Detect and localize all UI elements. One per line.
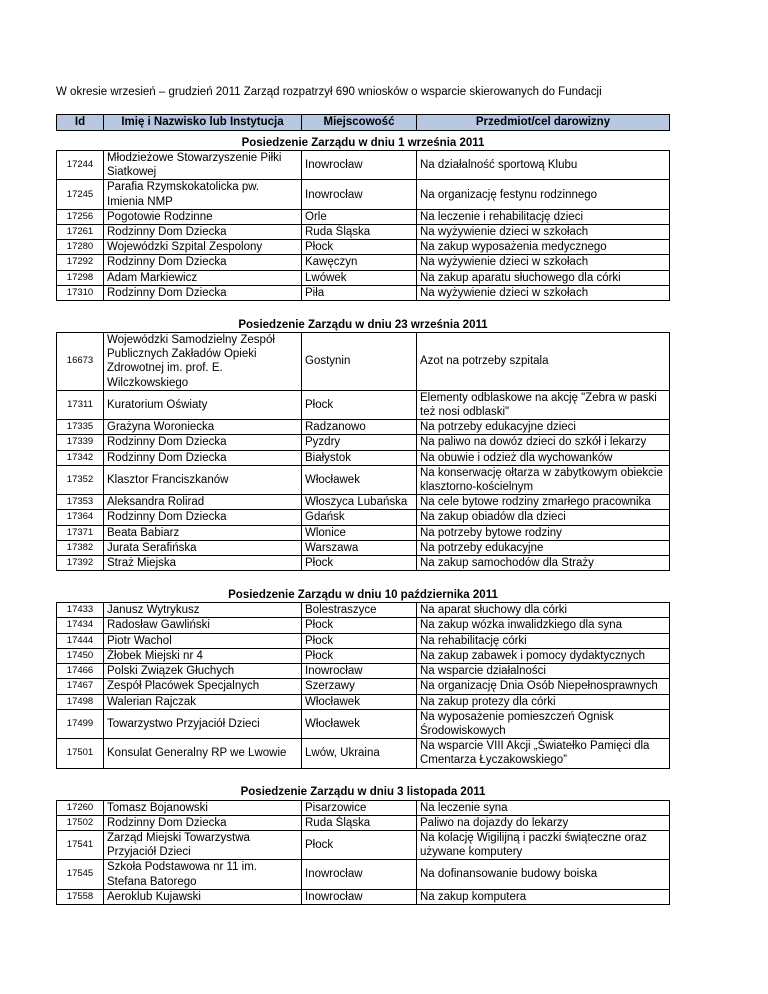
cell-purpose: Na wsparcie działalności xyxy=(417,664,670,679)
table-row xyxy=(57,255,670,270)
cell-city: Płock xyxy=(302,618,417,633)
cell-purpose: Na organizację Dnia Osób Niepełnosprawnych xyxy=(417,679,670,694)
cell-id: 17245 xyxy=(57,180,104,209)
cell-id: 17558 xyxy=(57,889,104,904)
cell-city: Płock xyxy=(302,556,417,571)
cell-name: Jurata Serafińska xyxy=(104,540,302,555)
cell-name: Beata Babiarz xyxy=(104,525,302,540)
cell-id: 17467 xyxy=(57,679,104,694)
table-row xyxy=(57,525,670,540)
cell-name: Aeroklub Kujawski xyxy=(104,889,302,904)
cell-city: Pisarzowice xyxy=(302,800,417,815)
table-row xyxy=(57,390,670,419)
cell-city: Płock xyxy=(302,633,417,648)
cell-purpose: Na zakup protezy dla córki xyxy=(417,694,670,709)
table-row xyxy=(57,739,670,768)
cell-city: Płock xyxy=(302,648,417,663)
cell-city: Lwów, Ukraina xyxy=(302,739,417,768)
cell-id: 17433 xyxy=(57,603,104,618)
donations-table xyxy=(56,114,670,905)
cell-name: Rodzinny Dom Dziecka xyxy=(104,255,302,270)
table-row xyxy=(57,540,670,555)
table-row xyxy=(57,694,670,709)
table-row xyxy=(57,285,670,300)
cell-name: Pogotowie Rodzinne xyxy=(104,209,302,224)
cell-name: Piotr Wachol xyxy=(104,633,302,648)
cell-name: Radosław Gawliński xyxy=(104,618,302,633)
section-title-row xyxy=(57,583,670,603)
cell-name: Młodzieżowe Stowarzyszenie Piłki Siatkowej xyxy=(104,151,302,180)
section-title: Posiedzenie Zarządu w dniu 10 października 2011 xyxy=(57,583,670,603)
cell-city: Pyzdry xyxy=(302,435,417,450)
cell-purpose: Na zakup wyposażenia medycznego xyxy=(417,240,670,255)
cell-purpose: Na potrzeby edukacyjne xyxy=(417,540,670,555)
cell-city: Inowrocław xyxy=(302,180,417,209)
cell-name: Rodzinny Dom Dziecka xyxy=(104,285,302,300)
cell-name: Rodzinny Dom Dziecka xyxy=(104,815,302,830)
table-row xyxy=(57,510,670,525)
cell-city: Ruda Śląska xyxy=(302,815,417,830)
cell-purpose: Na zakup komputera xyxy=(417,889,670,904)
cell-city: Białystok xyxy=(302,450,417,465)
cell-id: 17292 xyxy=(57,255,104,270)
cell-purpose: Na konserwację ołtarza w zabytkowym obiekcie klasztorno-kościelnym xyxy=(417,465,670,494)
table-row xyxy=(57,556,670,571)
cell-purpose: Na zakup obiadów dla dzieci xyxy=(417,510,670,525)
cell-city: Gdańsk xyxy=(302,510,417,525)
section-title-row xyxy=(57,781,670,801)
cell-purpose: Na potrzeby bytowe rodziny xyxy=(417,525,670,540)
cell-purpose: Elementy odblaskowe na akcję "Zebra w paski też nosi odblaski" xyxy=(417,390,670,419)
cell-name: Rodzinny Dom Dziecka xyxy=(104,225,302,240)
cell-id: 17466 xyxy=(57,664,104,679)
table-row xyxy=(57,800,670,815)
section-title: Posiedzenie Zarządu w dniu 23 września 2011 xyxy=(57,313,670,333)
table-row xyxy=(57,209,670,224)
cell-city: Inowrocław xyxy=(302,889,417,904)
cell-name: Polski Związek Głuchych xyxy=(104,664,302,679)
table-row xyxy=(57,633,670,648)
cell-name: Parafia Rzymskokatolicka pw. Imienia NMP xyxy=(104,180,302,209)
section-spacer xyxy=(57,768,670,781)
table-row xyxy=(57,815,670,830)
cell-city: Wlonice xyxy=(302,525,417,540)
cell-purpose: Na wyposażenie pomieszczeń Ognisk Środowiskowych xyxy=(417,709,670,738)
cell-name: Janusz Wytrykusz xyxy=(104,603,302,618)
cell-city: Bolestraszyce xyxy=(302,603,417,618)
spacer-cell xyxy=(57,301,670,314)
cell-name: Zarząd Miejski Towarzystwa Przyjaciół Dzieci xyxy=(104,830,302,859)
cell-city: Włocławek xyxy=(302,694,417,709)
cell-purpose: Na wyżywienie dzieci w szkołach xyxy=(417,225,670,240)
cell-purpose: Azot na potrzeby szpitala xyxy=(417,333,670,391)
cell-name: Rodzinny Dom Dziecka xyxy=(104,450,302,465)
cell-city: Inowrocław xyxy=(302,151,417,180)
cell-purpose: Na wyżywienie dzieci w szkołach xyxy=(417,285,670,300)
cell-id: 17256 xyxy=(57,209,104,224)
table-row xyxy=(57,860,670,889)
table-row xyxy=(57,679,670,694)
cell-name: Wojewódzki Samodzielny Zespół Publicznych Zakładów Opieki Zdrowotnej im. prof. E. Wilczkowskiego xyxy=(104,333,302,391)
header-purpose: Przedmiot/cel darowizny xyxy=(417,115,670,131)
cell-id: 17498 xyxy=(57,694,104,709)
cell-purpose: Na leczenie syna xyxy=(417,800,670,815)
cell-purpose: Na cele bytowe rodziny zmarłego pracownika xyxy=(417,495,670,510)
spacer-cell xyxy=(57,571,670,584)
cell-purpose: Na leczenie i rehabilitację dzieci xyxy=(417,209,670,224)
cell-city: Płock xyxy=(302,390,417,419)
cell-city: Inowrocław xyxy=(302,664,417,679)
cell-purpose: Paliwo na dojazdy do lekarzy xyxy=(417,815,670,830)
cell-id: 17501 xyxy=(57,739,104,768)
cell-id: 17280 xyxy=(57,240,104,255)
cell-id: 17499 xyxy=(57,709,104,738)
table-row xyxy=(57,420,670,435)
table-row xyxy=(57,450,670,465)
cell-purpose: Na paliwo na dowóz dzieci do szkół i lekarzy xyxy=(417,435,670,450)
section-title: Posiedzenie Zarządu w dniu 1 września 2011 xyxy=(57,131,670,151)
cell-purpose: Na organizację festynu rodzinnego xyxy=(417,180,670,209)
cell-name: Rodzinny Dom Dziecka xyxy=(104,510,302,525)
cell-name: Straż Miejska xyxy=(104,556,302,571)
cell-name: Szkoła Podstawowa nr 11 im. Stefana Batorego xyxy=(104,860,302,889)
table-row xyxy=(57,225,670,240)
cell-id: 17444 xyxy=(57,633,104,648)
table-row xyxy=(57,270,670,285)
cell-city: Płock xyxy=(302,240,417,255)
cell-city: Szerzawy xyxy=(302,679,417,694)
cell-name: Żłobek Miejski nr 4 xyxy=(104,648,302,663)
table-row xyxy=(57,180,670,209)
cell-name: Towarzystwo Przyjaciół Dzieci xyxy=(104,709,302,738)
section-title-row xyxy=(57,131,670,151)
cell-id: 17298 xyxy=(57,270,104,285)
cell-id: 17371 xyxy=(57,525,104,540)
cell-city: Płock xyxy=(302,830,417,859)
cell-id: 17541 xyxy=(57,830,104,859)
cell-id: 17244 xyxy=(57,151,104,180)
table-body xyxy=(57,131,670,905)
cell-id: 17335 xyxy=(57,420,104,435)
table-row xyxy=(57,465,670,494)
header-city: Miejscowość xyxy=(302,115,417,131)
cell-city: Radzanowo xyxy=(302,420,417,435)
table-row xyxy=(57,333,670,391)
cell-id: 16673 xyxy=(57,333,104,391)
table-header-row xyxy=(57,115,670,131)
table-row xyxy=(57,495,670,510)
cell-name: Walerian Rajczak xyxy=(104,694,302,709)
cell-id: 17392 xyxy=(57,556,104,571)
cell-city: Piła xyxy=(302,285,417,300)
cell-purpose: Na wyżywienie dzieci w szkołach xyxy=(417,255,670,270)
table-row xyxy=(57,709,670,738)
table-row xyxy=(57,603,670,618)
cell-id: 17261 xyxy=(57,225,104,240)
cell-id: 17260 xyxy=(57,800,104,815)
cell-city: Orle xyxy=(302,209,417,224)
section-title-row xyxy=(57,313,670,333)
cell-id: 17310 xyxy=(57,285,104,300)
cell-purpose: Na rehabilitację córki xyxy=(417,633,670,648)
cell-id: 17545 xyxy=(57,860,104,889)
cell-id: 17339 xyxy=(57,435,104,450)
cell-name: Kuratorium Oświaty xyxy=(104,390,302,419)
cell-id: 17450 xyxy=(57,648,104,663)
table-row xyxy=(57,151,670,180)
cell-purpose: Na zakup zabawek i pomocy dydaktycznych xyxy=(417,648,670,663)
cell-purpose: Na kolację Wigilijną i paczki świąteczne oraz używane komputery xyxy=(417,830,670,859)
header-name: Imię i Nazwisko lub Instytucja xyxy=(104,115,302,131)
cell-name: Aleksandra Rolirad xyxy=(104,495,302,510)
cell-purpose: Na zakup samochodów dla Straży xyxy=(417,556,670,571)
cell-purpose: Na obuwie i odzież dla wychowanków xyxy=(417,450,670,465)
cell-purpose: Na wsparcie VIII Akcji „Światełko Pamięci dla Cmentarza Łyczakowskiego” xyxy=(417,739,670,768)
section-title: Posiedzenie Zarządu w dniu 3 listopada 2011 xyxy=(57,781,670,801)
cell-name: Zespół Placówek Specjalnych xyxy=(104,679,302,694)
cell-city: Włocławek xyxy=(302,709,417,738)
table-row xyxy=(57,830,670,859)
cell-purpose: Na zakup wózka inwalidzkiego dla syna xyxy=(417,618,670,633)
section-spacer xyxy=(57,571,670,584)
cell-name: Adam Markiewicz xyxy=(104,270,302,285)
cell-id: 17382 xyxy=(57,540,104,555)
cell-city: Ruda Śląska xyxy=(302,225,417,240)
intro-text: W okresie wrzesień – grudzień 2011 Zarząd rozpatrzył 690 wniosków o wsparcie skierowanych do Fundacji xyxy=(56,86,602,98)
cell-city: Lwówek xyxy=(302,270,417,285)
table-row xyxy=(57,889,670,904)
header-id: Id xyxy=(57,115,104,131)
table-row xyxy=(57,240,670,255)
cell-city: Warszawa xyxy=(302,540,417,555)
cell-name: Konsulat Generalny RP we Lwowie xyxy=(104,739,302,768)
cell-city: Inowrocław xyxy=(302,860,417,889)
cell-purpose: Na aparat słuchowy dla córki xyxy=(417,603,670,618)
cell-id: 17364 xyxy=(57,510,104,525)
cell-id: 17502 xyxy=(57,815,104,830)
cell-id: 17434 xyxy=(57,618,104,633)
table-row xyxy=(57,435,670,450)
cell-name: Wojewódzki Szpital Zespolony xyxy=(104,240,302,255)
cell-name: Tomasz Bojanowski xyxy=(104,800,302,815)
cell-city: Gostynin xyxy=(302,333,417,391)
cell-name: Grażyna Woroniecka xyxy=(104,420,302,435)
table-row xyxy=(57,664,670,679)
cell-purpose: Na potrzeby edukacyjne dzieci xyxy=(417,420,670,435)
table-row xyxy=(57,618,670,633)
cell-id: 17353 xyxy=(57,495,104,510)
cell-city: Włoszyca Lubańska xyxy=(302,495,417,510)
cell-purpose: Na działalność sportową Klubu xyxy=(417,151,670,180)
spacer-cell xyxy=(57,768,670,781)
cell-purpose: Na zakup aparatu słuchowego dla córki xyxy=(417,270,670,285)
cell-name: Klasztor Franciszkanów xyxy=(104,465,302,494)
cell-id: 17342 xyxy=(57,450,104,465)
cell-city: Kawęczyn xyxy=(302,255,417,270)
section-spacer xyxy=(57,301,670,314)
cell-name: Rodzinny Dom Dziecka xyxy=(104,435,302,450)
cell-id: 17311 xyxy=(57,390,104,419)
cell-city: Włocławek xyxy=(302,465,417,494)
cell-purpose: Na dofinansowanie budowy boiska xyxy=(417,860,670,889)
table-row xyxy=(57,648,670,663)
cell-id: 17352 xyxy=(57,465,104,494)
